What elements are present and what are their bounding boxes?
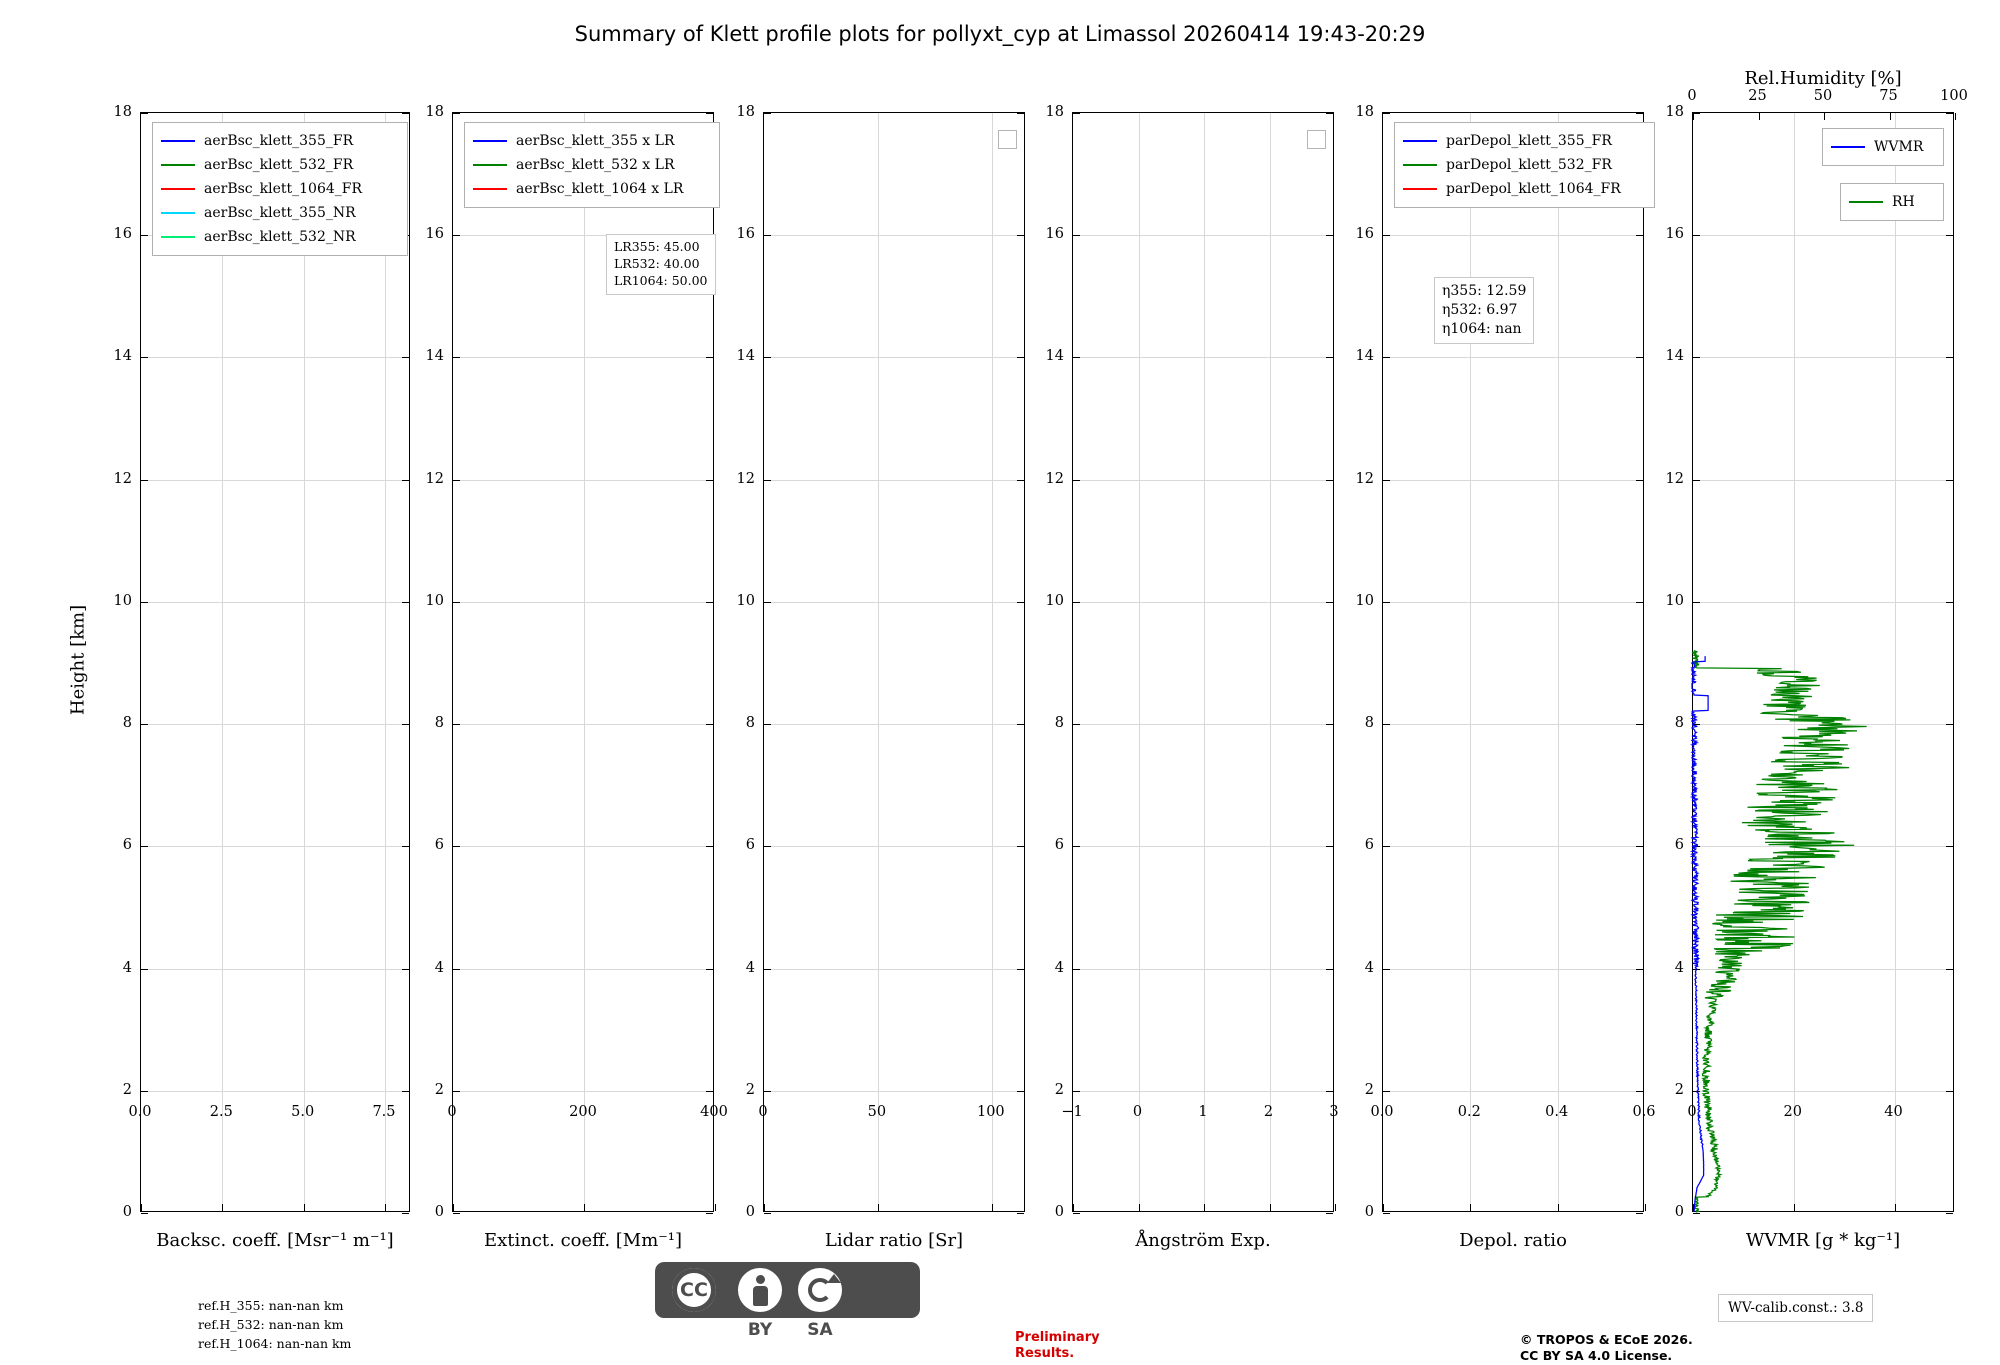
y-tick-label: 18 (1355, 104, 1374, 120)
cc-sa-label: SA (807, 1320, 833, 1340)
y-tick-label: 18 (1665, 104, 1684, 120)
x-tick-label: 200 (569, 1104, 597, 1120)
x-tick-label: 0.0 (128, 1104, 152, 1120)
y-tick-label: 2 (745, 1081, 755, 1098)
y-tick-label: 4 (1674, 959, 1684, 976)
y-tick-label: 4 (122, 959, 132, 976)
x-tick-label: 0 (758, 1104, 768, 1120)
y-axis-label: Height [km] (67, 604, 89, 716)
y-tick-label: 16 (1355, 226, 1374, 243)
x-tick-label: 40 (1884, 1104, 1903, 1120)
x-tick-label: 400 (700, 1104, 728, 1120)
x-tick-label: −1 (1061, 1104, 1083, 1120)
top-x-tick-label: 25 (1748, 88, 1767, 104)
y-tick-label: 6 (122, 837, 132, 854)
y-tick-label: 2 (1364, 1081, 1374, 1098)
x-axis-label-lidar-ratio: Lidar ratio [Sr] (824, 1230, 964, 1251)
x-tick-label: 1 (1198, 1104, 1208, 1120)
x-tick-label: 2 (1263, 1104, 1274, 1120)
creative-commons-badge: CC BY SA (655, 1262, 920, 1340)
legend-label: parDepol_klett_1064_FR (1446, 181, 1621, 197)
y-tick-label: 14 (736, 348, 755, 365)
x-axis-label-backscatter: Backsc. coeff. [Msr⁻¹ m⁻¹] (156, 1230, 394, 1251)
preliminary-results-note: Preliminary Results. (1015, 1330, 1100, 1362)
y-tick-label: 10 (425, 592, 444, 609)
y-tick-label: 18 (736, 104, 755, 120)
top-x-tick-label: 100 (1940, 88, 1968, 104)
x-axis-label-wvmr: WVMR [g * kg⁻¹] (1745, 1230, 1901, 1251)
x-tick-label: 5.0 (291, 1104, 315, 1120)
data-curve (1692, 650, 1867, 1212)
y-tick-label: 12 (736, 470, 755, 487)
eta-1064: η1064: nan (1442, 320, 1522, 337)
wv-calibration-constant: WV-calib.const.: 3.8 (1718, 1294, 1873, 1322)
y-tick-label: 14 (113, 348, 132, 365)
y-tick-label: 8 (122, 715, 132, 732)
page-title: Summary of Klett profile plots for pollyxt_cyp at Limassol 20260414 19:43-20:29 (574, 22, 1426, 46)
x-tick-label: 50 (867, 1104, 887, 1120)
eta-532: η532: 6.97 (1442, 301, 1518, 318)
x-tick-label: 0.2 (1457, 1104, 1481, 1120)
y-tick-label: 8 (1364, 715, 1374, 732)
y-tick-label: 16 (1045, 226, 1064, 243)
top-x-tick-label: 0 (1687, 88, 1697, 104)
top-x-tick-label: 50 (1813, 88, 1833, 104)
y-tick-label: 2 (122, 1081, 132, 1098)
x-tick-label: 0 (447, 1104, 457, 1120)
y-tick-label: 6 (1364, 837, 1374, 854)
legend-label: parDepol_klett_355_FR (1446, 133, 1612, 149)
y-tick-label: 8 (434, 715, 444, 732)
cc-by-label: BY (747, 1320, 773, 1340)
legend-label: parDepol_klett_532_FR (1446, 157, 1612, 173)
x-tick-label: 0.0 (1370, 1104, 1394, 1120)
lr-355: LR355: 45.00 (614, 239, 700, 254)
y-tick-label: 12 (1665, 470, 1684, 487)
legend-label: WVMR (1874, 139, 1924, 155)
y-tick-label: 12 (1045, 470, 1064, 487)
reference-height-box (198, 1297, 351, 1353)
y-tick-label: 16 (113, 226, 132, 243)
x-tick-label: 0.4 (1545, 1104, 1569, 1120)
y-tick-label: 12 (425, 470, 444, 487)
y-tick-label: 14 (1665, 348, 1684, 365)
y-tick-label: 14 (1355, 348, 1374, 365)
legend-label: aerBsc_klett_532 x LR (516, 157, 675, 173)
y-tick-label: 10 (736, 592, 755, 609)
copyright-note: © TROPOS & ECoE 2026. CC BY SA 4.0 License. (1520, 1332, 1693, 1364)
y-tick-label: 8 (1054, 715, 1064, 732)
legend-label: aerBsc_klett_1064_FR (204, 181, 363, 197)
top-axis-label-rh: Rel.Humidity [%] (1744, 68, 1902, 89)
y-tick-label: 0 (122, 1204, 132, 1220)
y-tick-label: 6 (434, 837, 444, 854)
x-tick-label: 0 (1687, 1104, 1697, 1120)
y-tick-label: 16 (425, 226, 444, 243)
x-tick-label: 7.5 (372, 1104, 396, 1120)
y-tick-label: 4 (434, 959, 444, 976)
y-tick-label: 0 (1364, 1204, 1374, 1220)
y-tick-label: 10 (1355, 592, 1374, 609)
x-tick-label: 20 (1783, 1104, 1802, 1120)
y-tick-label: 14 (425, 348, 444, 365)
legend-label: RH (1892, 194, 1915, 210)
y-tick-label: 8 (745, 715, 755, 732)
x-tick-label: 0 (1132, 1104, 1143, 1120)
legend-label: aerBsc_klett_532_NR (204, 229, 356, 245)
y-tick-label: 2 (434, 1081, 444, 1098)
y-tick-label: 14 (1045, 348, 1064, 365)
refh-1064: ref.H_1064: nan-nan km (198, 1335, 352, 1351)
refh-532: ref.H_532: nan-nan km (198, 1316, 344, 1332)
y-tick-label: 8 (1674, 715, 1684, 732)
y-tick-label: 4 (745, 959, 755, 976)
y-tick-label: 6 (745, 837, 755, 854)
y-tick-label: 12 (113, 470, 132, 487)
y-tick-label: 10 (113, 592, 132, 609)
y-tick-label: 16 (736, 226, 755, 243)
top-x-tick-label: 75 (1879, 88, 1898, 104)
y-tick-label: 2 (1054, 1081, 1064, 1098)
y-tick-label: 10 (1045, 592, 1064, 609)
legend-label: aerBsc_klett_1064 x LR (516, 181, 684, 197)
y-tick-label: 18 (425, 104, 444, 120)
y-tick-label: 2 (1674, 1081, 1684, 1098)
x-axis-label-depolarization: Depol. ratio (1459, 1230, 1567, 1251)
y-tick-label: 16 (1665, 226, 1684, 243)
legend-label: aerBsc_klett_355_NR (204, 205, 356, 221)
data-curve (1692, 656, 1708, 1212)
y-tick-label: 4 (1054, 959, 1064, 976)
y-tick-label: 4 (1364, 959, 1374, 976)
y-tick-label: 0 (1674, 1204, 1684, 1220)
x-tick-label: 100 (976, 1104, 1005, 1120)
y-tick-label: 10 (1665, 592, 1684, 609)
y-tick-label: 18 (1045, 104, 1064, 120)
eta-355: η355: 12.59 (1442, 283, 1527, 299)
y-tick-label: 0 (434, 1204, 444, 1220)
legend-label: aerBsc_klett_355 x LR (516, 133, 675, 149)
y-tick-label: 18 (113, 104, 132, 120)
refh-355: ref.H_355: nan-nan km (198, 1298, 344, 1313)
legend-label: aerBsc_klett_532_FR (204, 157, 354, 173)
y-tick-label: 0 (1054, 1204, 1064, 1220)
legend-label: aerBsc_klett_355_FR (204, 133, 354, 149)
lr-532: LR532: 40.00 (614, 255, 700, 271)
lr-1064: LR1064: 50.00 (614, 272, 708, 288)
x-tick-label: 0.6 (1632, 1104, 1656, 1120)
x-axis-label-extinction: Extinct. coeff. [Mm⁻¹] (483, 1230, 683, 1251)
y-tick-label: 0 (745, 1204, 755, 1220)
x-tick-label: 2.5 (209, 1104, 233, 1120)
y-tick-label: 6 (1054, 837, 1064, 854)
x-axis-label-angstrom: Ångström Exp. (1135, 1230, 1271, 1251)
y-tick-label: 12 (1355, 470, 1374, 487)
x-tick-label: 3 (1329, 1104, 1339, 1120)
y-tick-label: 6 (1674, 837, 1684, 854)
